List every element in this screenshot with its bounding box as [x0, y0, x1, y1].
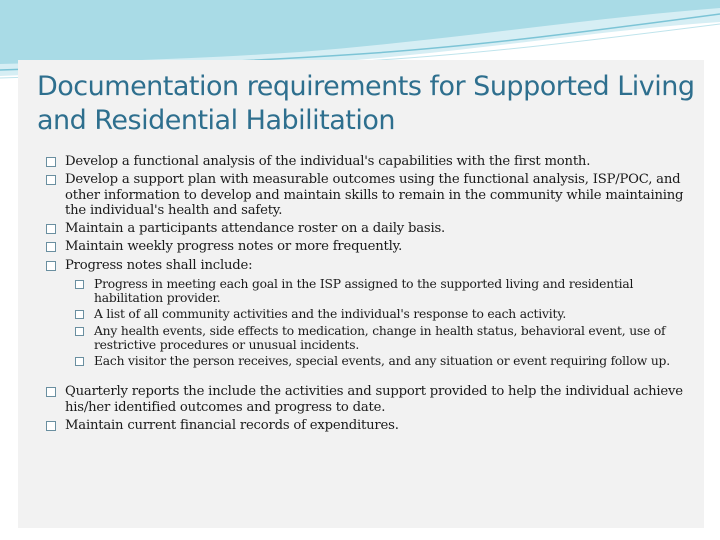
- bullet-list-top: [46, 154, 686, 273]
- checkbox-bullet-icon: [75, 280, 84, 289]
- sub-list-item: Progress in meeting each goal in the ISP assigned to the supported living and residential habilitation provider.: [75, 277, 686, 305]
- checkbox-bullet-icon: [46, 421, 56, 431]
- checkbox-bullet-icon: [46, 387, 56, 397]
- list-item: Progress notes shall include:: [46, 258, 686, 273]
- bullet-list-bottom: [46, 384, 686, 433]
- list-item: Maintain weekly progress notes or more frequently.: [46, 239, 686, 254]
- checkbox-bullet-icon: [46, 224, 56, 234]
- list-item: Develop a functional analysis of the individual's capabilities with the first month.: [46, 154, 686, 169]
- checkbox-bullet-icon: [46, 175, 56, 185]
- sub-list-item: A list of all community activities and the individual's response to each activity.: [75, 307, 686, 321]
- slide-title: Documentation requirements for Supported Living and Residential Habilitation: [37, 71, 695, 136]
- sub-list-item: Each visitor the person receives, special events, and any situation or event requiring follow up.: [75, 354, 686, 368]
- checkbox-bullet-icon: [46, 157, 56, 167]
- checkbox-bullet-icon: [46, 242, 56, 252]
- checkbox-bullet-icon: [75, 357, 84, 366]
- list-item: Develop a support plan with measurable outcomes using the functional analysis, ISP/POC, and other information to develop and maintain skills to remain in the community while maintaining the individual's health and safety.: [46, 172, 686, 218]
- list-item: Quarterly reports the include the activities and support provided to help the individual achieve his/her identified outcomes and progress to date.: [46, 384, 686, 415]
- list-item: Maintain a participants attendance roster on a daily basis.: [46, 221, 686, 236]
- sub-bullet-list: [75, 277, 686, 368]
- list-item: Maintain current financial records of expenditures.: [46, 418, 686, 433]
- checkbox-bullet-icon: [75, 310, 84, 319]
- slide-body: [46, 154, 686, 436]
- sub-list-item: Any health events, side effects to medication, change in health status, behavioral event, use of restrictive procedures or unusual incidents.: [75, 324, 686, 352]
- checkbox-bullet-icon: [75, 327, 84, 336]
- checkbox-bullet-icon: [46, 261, 56, 271]
